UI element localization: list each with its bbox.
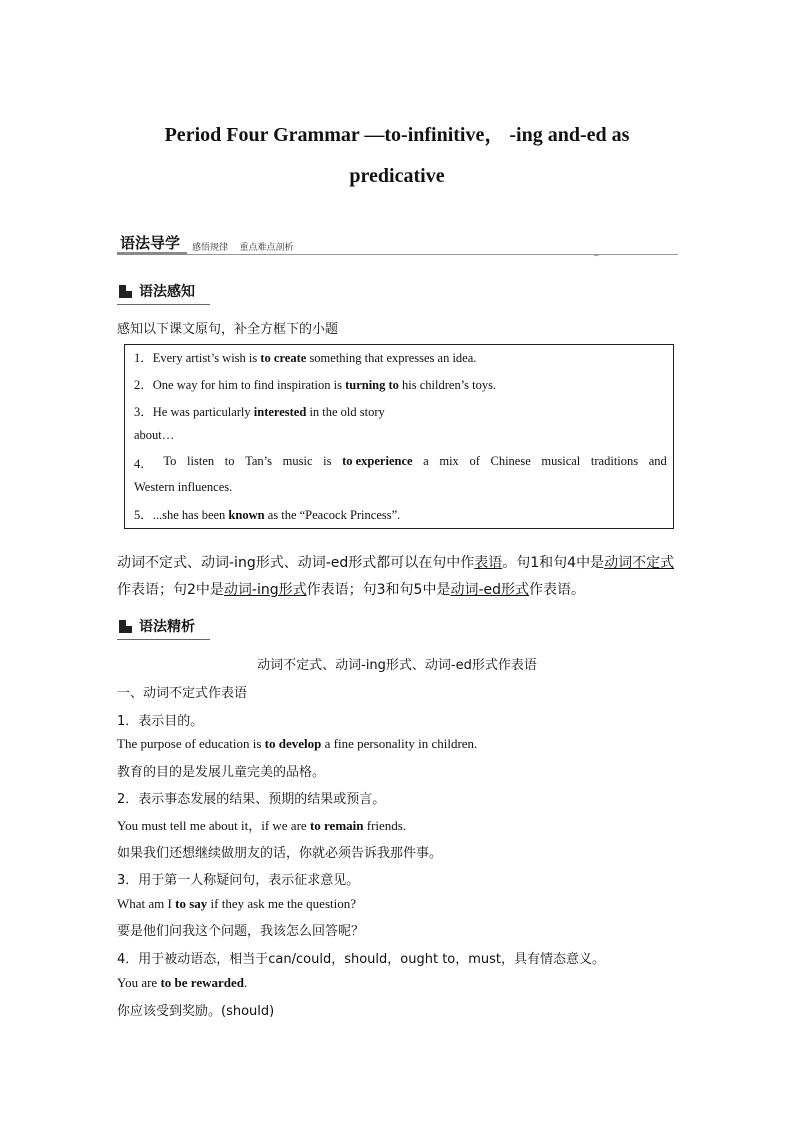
example-sentence-3-cont: about…	[134, 428, 175, 442]
analysis-subtitle: 动词不定式、动词-ing形式、动词-ed形式作表语	[257, 658, 537, 673]
banner-label: 语法导学	[120, 234, 181, 252]
section-heading-text: 语法精析	[139, 619, 195, 635]
banner-thick-rule	[117, 252, 187, 255]
example-sentence-1: 1．Every artist’s wish is to create something that expresses an idea.	[134, 351, 477, 365]
point-3-example: What am I to say if they ask me the question?	[117, 896, 357, 911]
example-sentence-3: 3．He was particularly interested in the old story	[134, 405, 385, 419]
section-heading-text: 语法感知	[139, 284, 195, 300]
banner-subtitle: 感悟规律 重点难点剖析	[192, 243, 294, 253]
point-1-example: The purpose of education is to develop a fine personality in children.	[117, 736, 478, 751]
point-4-translation: 你应该受到奖励。(should)	[117, 1004, 275, 1019]
example-sentence-4: 4． To listen to Tan’s music is to experience a mix of Chinese musical traditions and	[134, 454, 667, 471]
banner-tick-mark: ∽	[593, 251, 600, 260]
square-bullet-icon	[119, 285, 132, 298]
section-heading-perception	[117, 280, 210, 305]
point-2-translation: 如果我们还想继续做朋友的话，你就必须告诉我那件事。	[117, 846, 443, 861]
page-title-line1: Period Four Grammar —to-infinitive， -ing and-ed as	[164, 124, 630, 146]
instruction-text: 感知以下课文原句，补全方框下的小题	[117, 322, 339, 337]
example-sentences-box	[124, 344, 674, 529]
point-2-label: 2．表示事态发展的结果、预期的结果或预言。	[117, 792, 386, 807]
point-3-label: 3．用于第一人称疑问句，表示征求意见。	[117, 873, 360, 888]
banner-rule	[187, 254, 678, 255]
point-1-label: 1．表示目的。	[117, 714, 204, 729]
part-heading: 一、动词不定式作表语	[117, 686, 248, 701]
example-sentence-5: 5．...she has been known as the “Peacock Princess”.	[134, 508, 401, 522]
point-2-example: You must tell me about it，if we are to remain friends.	[117, 818, 407, 833]
example-sentence-4-cont: Western influences.	[134, 480, 233, 494]
summary-paragraph: 动词不定式、动词-ing形式、动词-ed形式都可以在句中作表语。句1和句4中是动词不定式作表语；句2中是动词-ing形式作表语；句3和句5中是动词-ed形式作表语。	[117, 555, 675, 598]
point-1-translation: 教育的目的是发展儿童完美的品格。	[117, 765, 326, 780]
section-banner	[117, 232, 678, 258]
point-4-label: 4．用于被动语态，相当于can/could，should，ought to，must，具有情态意义。	[117, 952, 606, 967]
section-heading-analysis	[117, 615, 210, 640]
page-title-line2: predicative	[349, 165, 445, 187]
point-4-example: You are to be rewarded.	[117, 975, 248, 990]
example-sentence-2: 2．One way for him to find inspiration is turning to his children’s toys.	[134, 378, 497, 392]
square-bullet-icon	[119, 620, 132, 633]
point-3-translation: 要是他们问我这个问题，我该怎么回答呢？	[117, 924, 365, 939]
